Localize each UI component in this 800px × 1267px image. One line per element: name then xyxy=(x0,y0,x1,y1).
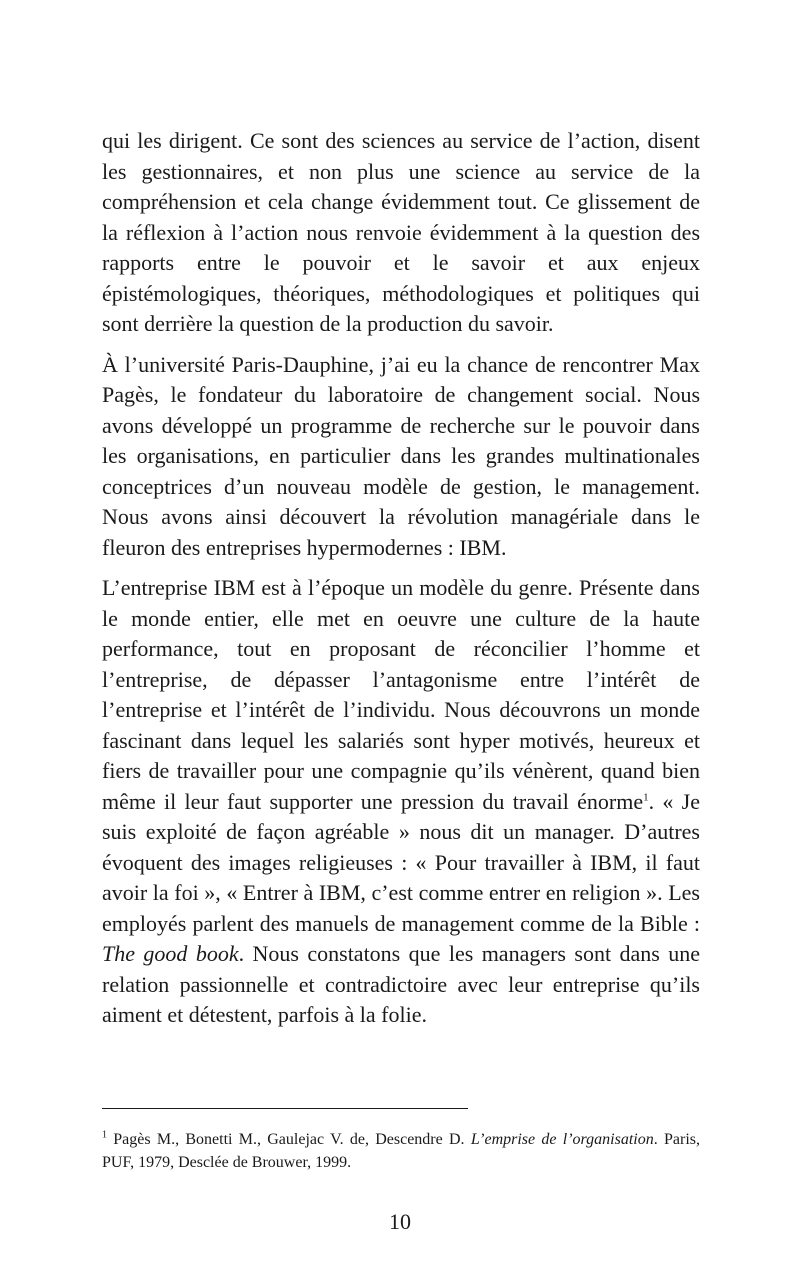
paragraph-3-part-2: . « Je suis exploité de façon agréable » nous dit un manager. D’autres évoquent des images religieuses : « Pour travailler à IBM, il faut avoir la foi », « Entrer à IBM, c’est comme entrer en religion ». Les employés parlent des manuels de management comme de la Bible : xyxy=(102,788,701,936)
footnote-text-after: . Paris, PUF, 1979, Desclée de Brouwer, 1999. xyxy=(102,1131,701,1171)
footnote-text-before: Pagès M., Bonetti M., Gaulejac V. de, Descendre D. xyxy=(113,1131,471,1148)
paragraph-2: À l’université Paris-Dauphine, j’ai eu la chance de rencontrer Max Pagès, le fondateur du laboratoire de changement social. Nous avons développé un programme de recherche sur le pouvoir dans les organisations, en particulier dans les grandes multinationales conceptrices d’un nouveau modèle de gestion, le management. Nous avons ainsi découvert la révolution managériale dans le fleuron des entreprises hypermodernes : IBM. xyxy=(102,351,700,560)
paragraph-1: qui les dirigent. Ce sont des sciences au service de l’action, disent les gestionnaires, et non plus une science au service de la compréhension et cela change évidemment tout. Ce glissement de la réflexion à l’action nous renvoie évidemment à la question des rapports entre le pouvoir et le savoir et aux enjeux épistémologiques, théoriques, méthodologiques et politiques qui sont derrière la question de la production du savoir. xyxy=(102,128,700,336)
book-title: The good book xyxy=(102,941,239,966)
paragraph-3-part-1: L’entreprise IBM est à l’époque un modèle du genre. Présente dans le monde entier, elle met en oeuvre une culture de la haute performance, tout en proposant de réconcilier l’homme et l’entreprise, de dépasser l’antagonisme entre l’intérêt de l’entreprise et l’intérêt de l’individu. Nous découvrons un monde fascinant dans lequel les salariés sont hyper motivés, heureux et fiers de travailler pour une compagnie qu’ils vénèrent, quand bien même il leur faut supporter une pression du travail énorme xyxy=(102,575,700,814)
body-text xyxy=(102,126,700,1041)
paragraph-3 xyxy=(102,573,700,1031)
footnote-number: 1 xyxy=(102,1129,107,1141)
paragraph-3-part-3: . Nous constatons que les managers sont dans une relation passionnelle et contradictoire avec leur entreprise qu’ils aiment et détestent, parfois à la folie. xyxy=(102,941,700,1027)
footnote-divider xyxy=(102,1108,468,1109)
footnote-italic-title: L’emprise de l’organisation xyxy=(470,1131,654,1148)
footnote xyxy=(102,1128,700,1174)
page-number: 10 xyxy=(389,1209,411,1234)
footnote-reference: 1 xyxy=(643,791,649,804)
